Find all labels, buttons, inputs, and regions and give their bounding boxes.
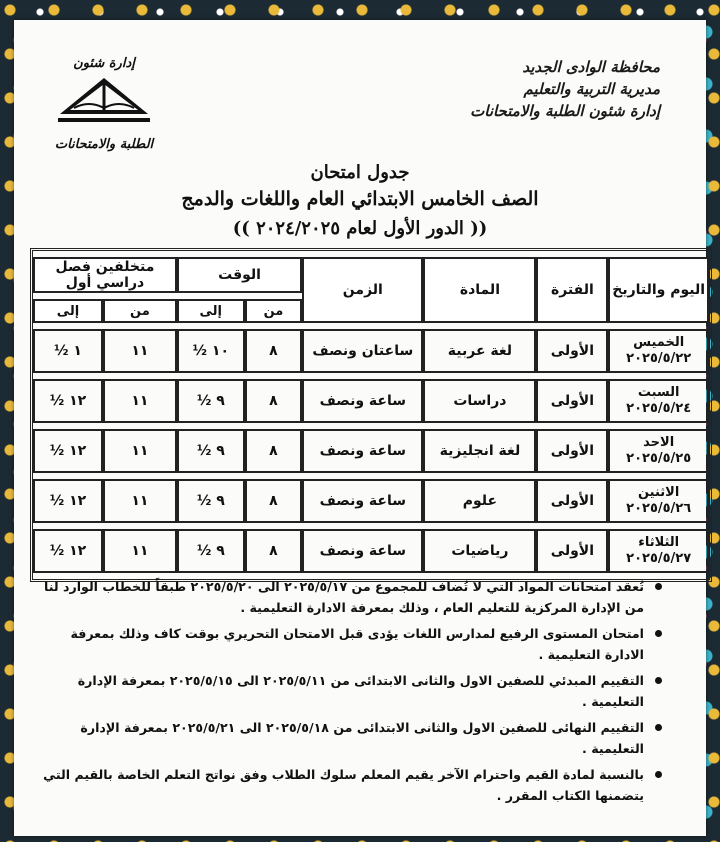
day: الاثنين	[637, 485, 680, 500]
period-cell: الأولى	[536, 529, 608, 573]
time-from-cell: ٨	[245, 329, 303, 373]
grade-title: الصف الخامس الابتدائي العام واللغات والدمج	[181, 188, 539, 210]
duration-cell: ساعة ونصف	[302, 379, 423, 423]
makeup-from-cell: ١١	[103, 379, 177, 423]
period-cell: الأولى	[536, 429, 608, 473]
table-row	[33, 379, 709, 423]
table-row	[33, 529, 709, 573]
header-duration: الزمن	[302, 257, 423, 323]
makeup-to-cell: ١٢ ½	[33, 379, 103, 423]
duration-cell: ساعتان ونصف	[302, 329, 423, 373]
governorate-name: محافظة الوادى الجديد	[522, 58, 660, 76]
duration-cell: ساعة ونصف	[302, 429, 423, 473]
date: ٢٠٢٥/٥/٢٧	[626, 551, 692, 566]
time-from-cell: ٨	[245, 529, 303, 573]
date: ٢٠٢٥/٥/٢٥	[626, 451, 692, 466]
table-row	[33, 479, 709, 523]
header-day-date: اليوم والتاريخ	[608, 257, 709, 323]
time-from-cell: ٨	[245, 379, 303, 423]
time-to-cell: ٩ ½	[177, 479, 245, 523]
time-to-cell: ٩ ½	[177, 379, 245, 423]
subject-cell: لغة عربية	[423, 329, 536, 373]
time-from-cell: ٨	[245, 429, 303, 473]
header-subject: المادة	[423, 257, 536, 323]
note-item: التقييم النهائى للصفين الاول والثانى الابتدائى من ٢٠٢٥/٥/١٨ الى ٢٠٢٥/٥/٢١ بمعرفة الإدارة التعليمية .	[38, 717, 644, 759]
day: الثلاثاء	[638, 535, 680, 550]
makeup-from-cell: ١١	[103, 429, 177, 473]
logo-top-text: إدارة شئون	[73, 56, 135, 71]
table-row	[33, 429, 709, 473]
time-to-cell: ٩ ½	[177, 429, 245, 473]
makeup-to-cell: ١٢ ½	[33, 479, 103, 523]
session-title: (( الدور الأول لعام ٢٠٢٤/٢٠٢٥ ))	[232, 218, 488, 239]
table-header-row	[33, 257, 709, 293]
date: ٢٠٢٥/٥/٢٢	[626, 351, 692, 366]
subject-cell: رياضيات	[423, 529, 536, 573]
period-cell: الأولى	[536, 329, 608, 373]
header-makeup-to: إلى	[33, 299, 103, 323]
document-page	[14, 20, 706, 836]
date: ٢٠٢٥/٥/٢٦	[626, 501, 692, 516]
open-book-icon	[54, 74, 154, 130]
header-time: الوقت	[177, 257, 302, 293]
day-date-cell	[608, 479, 709, 523]
directorate-name: مديرية التربية والتعليم	[523, 80, 660, 98]
time-to-cell: ٩ ½	[177, 529, 245, 573]
period-cell: الأولى	[536, 479, 608, 523]
period-cell: الأولى	[536, 379, 608, 423]
notes-section	[38, 576, 666, 811]
makeup-to-cell: ١ ½	[33, 329, 103, 373]
day: الخميس	[633, 335, 685, 350]
duration-cell: ساعة ونصف	[302, 529, 423, 573]
header-makeup: متخلفين فصل دراسي أول	[33, 257, 177, 293]
date: ٢٠٢٥/٥/٢٤	[626, 401, 692, 416]
day: السبت	[637, 385, 680, 400]
header-makeup-from: من	[103, 299, 177, 323]
day: الاحد	[643, 435, 675, 450]
subject-cell: دراسات	[423, 379, 536, 423]
makeup-to-cell: ١٢ ½	[33, 429, 103, 473]
logo-bottom-text: الطلبة والامتحانات	[54, 137, 154, 152]
day-date-cell	[608, 529, 709, 573]
subject-cell: لغة انجليزية	[423, 429, 536, 473]
day-date-cell	[608, 429, 709, 473]
makeup-from-cell: ١١	[103, 479, 177, 523]
subject-cell: علوم	[423, 479, 536, 523]
exam-schedule-table	[30, 248, 712, 582]
table-row	[33, 329, 709, 373]
makeup-from-cell: ١١	[103, 529, 177, 573]
makeup-from-cell: ١١	[103, 329, 177, 373]
makeup-to-cell: ١٢ ½	[33, 529, 103, 573]
header-time-to: إلى	[177, 299, 245, 323]
department-name: إدارة شئون الطلبة والامتحانات	[470, 102, 660, 120]
note-item: تُعقد امتحانات المواد التي لا تُضاف للمجموع من ٢٠٢٥/٥/١٧ الى ٢٠٢٥/٥/٢٠ طبقاً للخطاب الوارد لنا من الإدارة المركزية للتعليم العام ، وذلك بمعرفة الادارة التعليمية .	[38, 576, 644, 618]
department-logo	[44, 56, 164, 152]
note-item: امتحان المستوى الرفيع لمدارس اللغات يؤدى قبل الامتحان التحريري بوقت كاف وذلك بمعرفة الادارة التعليمية .	[38, 623, 644, 665]
day-date-cell	[608, 329, 709, 373]
header-time-from: من	[245, 299, 303, 323]
time-to-cell: ١٠ ½	[177, 329, 245, 373]
duration-cell: ساعة ونصف	[302, 479, 423, 523]
note-item: بالنسبة لمادة القيم واحترام الآخر يقيم المعلم سلوك الطلاب وفق نواتج التعلم الخاصة بالقيم التي يتضمنها الكتاب المقرر .	[38, 764, 644, 806]
day-date-cell	[608, 379, 709, 423]
schedule-title: جدول امتحان	[310, 162, 410, 183]
issuer-header	[470, 56, 660, 122]
note-item: التقييم المبدئي للصفين الاول والثانى الابتدائى من ٢٠٢٥/٥/١١ الى ٢٠٢٥/٥/١٥ بمعرفة الإدارة التعليمية .	[38, 670, 644, 712]
header-period: الفترة	[536, 257, 608, 323]
time-from-cell: ٨	[245, 479, 303, 523]
